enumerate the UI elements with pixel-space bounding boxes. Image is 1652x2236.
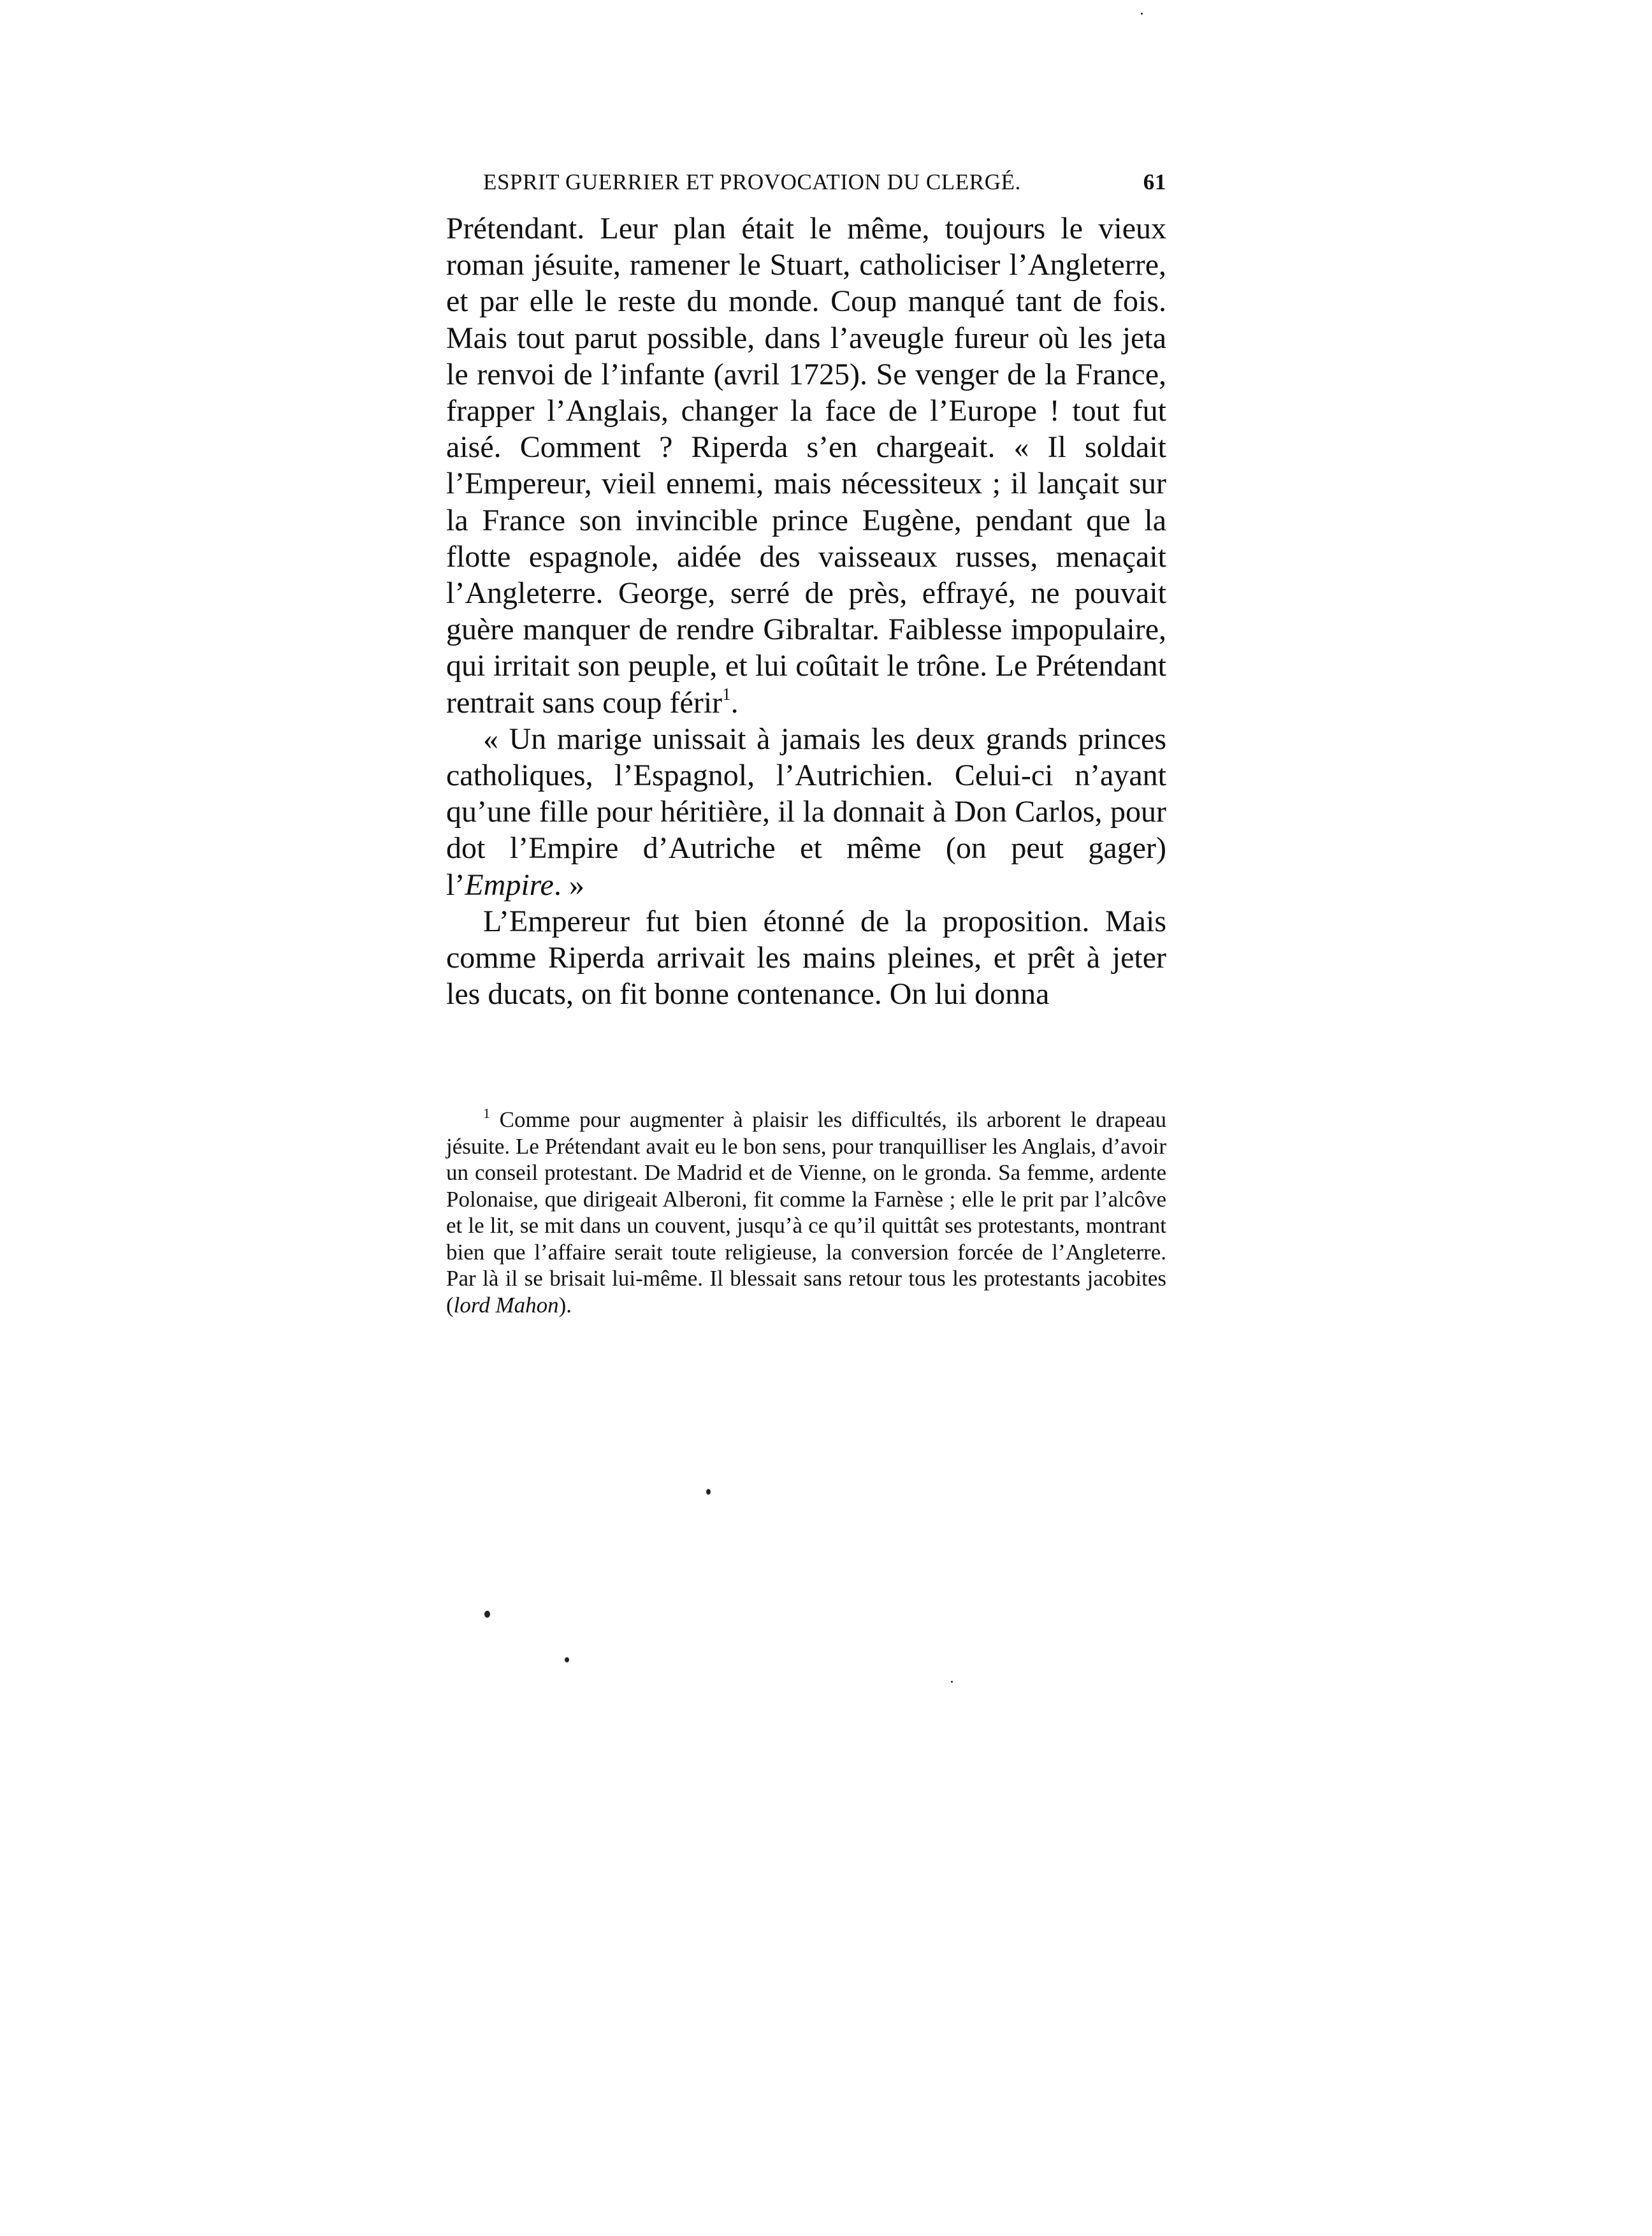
footnote-text: Comme pour augmenter à plaisir les difficultés, ils arborent le drapeau jésuite. Le Prétendant avait eu le bon sens, pour tranquilliser les Anglais, d’avoir un conseil protestant. De Madrid et de Vienne, on le gronda. Sa femme, ardente Polonaise, que dirigeait Alberoni, fit comme la Farnèse ; elle le prit par l’alcôve et le lit, se mit dans un couvent, jusqu’à ce qu’il quittât ses protestants, montrant bien que l’affaire serait toute religieuse, la conversion forcée de l’Angleterre. Par là il se brisait lui-même. Il blessait sans retour tous les protestants jacobites ( xyxy=(446,1107,1166,1318)
paragraph-1-end: . xyxy=(730,685,739,720)
paragraph-3: L’Empereur fut bien étonné de la proposition. Mais comme Riperda arrivait les mains pleines, et prêt à jeter les ducats, on fit bonne contenance. On lui donna xyxy=(446,904,1166,1012)
main-text xyxy=(446,210,1166,1012)
footnote-italic: lord Mahon xyxy=(453,1292,559,1318)
paragraph-2 xyxy=(446,721,1166,903)
footnote xyxy=(446,1107,1166,1318)
footnote-marker: 1 xyxy=(483,1105,490,1121)
page-number: 61 xyxy=(1143,170,1166,194)
running-title: ESPRIT GUERRIER ET PROVOCATION DU CLERGÉ. xyxy=(483,170,1021,194)
footnote-reference: 1 xyxy=(722,684,731,704)
paragraph-2-text: « Un marige unissait à jamais les deux grands princes catholiques, l’Espagnol, l’Autrichien. Celui-ci n’ayant qu’une fille pour héritière, il la donnait à Don Carlos, pour dot l’Empire d’Autriche et même (on peut gager) l’ xyxy=(446,722,1166,902)
paragraph-2-end: . » xyxy=(553,868,584,902)
paragraph-1 xyxy=(446,210,1166,721)
scan-speck xyxy=(951,1681,953,1683)
footnote-1 xyxy=(446,1107,1166,1318)
scan-speck xyxy=(565,1657,569,1662)
scan-speck xyxy=(706,1489,711,1495)
scan-speck xyxy=(1141,13,1143,15)
scan-speck xyxy=(484,1611,490,1618)
running-header xyxy=(483,170,1166,208)
paragraph-1-text: Prétendant. Leur plan était le même, toujours le vieux roman jésuite, ramener le Stuart, catholiciser l’Angleterre, et par elle le reste du monde. Coup manqué tant de fois. Mais tout parut possible, dans l’aveugle fureur où les jeta le renvoi de l’infante (avril 1725). Se venger de la France, frapper l’Anglais, changer la face de l’Europe ! tout fut aisé. Comment ? Riperda s’en chargeait. « Il soldait l’Empereur, vieil ennemi, mais nécessiteux ; il lançait sur la France son invincible prince Eugène, pendant que la flotte espagnole, aidée des vaisseaux russes, menaçait l’Angleterre. George, serré de près, effrayé, ne pouvait guère manquer de rendre Gibraltar. Faiblesse impopulaire, qui irritait son peuple, et lui coûtait le trône. Le Prétendant rentrait sans coup férir xyxy=(446,212,1166,720)
footnote-end: ). xyxy=(558,1292,572,1318)
paragraph-2-italic: Empire xyxy=(465,868,554,902)
